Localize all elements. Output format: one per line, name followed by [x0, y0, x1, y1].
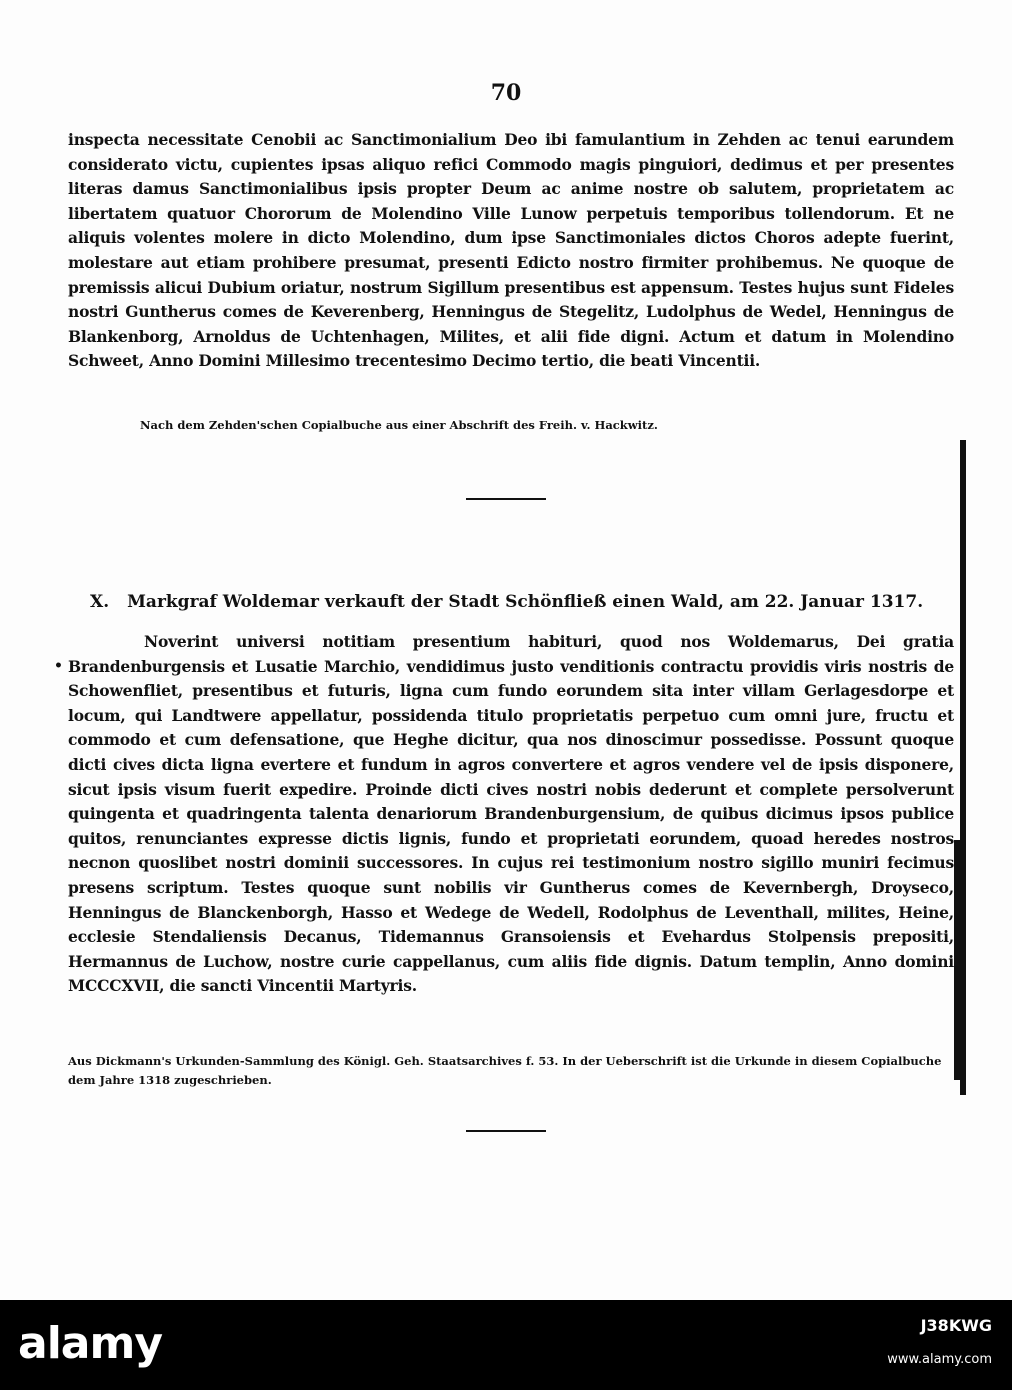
document-2-number: X. — [90, 592, 110, 612]
bottom-divider — [466, 1130, 546, 1132]
page-number: 70 — [490, 80, 522, 106]
margin-rule-thick — [954, 840, 966, 1080]
document-1-paragraph: inspecta necessitate Cenobii ac Sanctimonialium Deo ibi famulantium in Zehden ac tenui earundem considerato victu, cupientes ipsas aliquo refici Commodo magis pinguiori, dedimus et per presentes literas damus Sanctimonialibus ipsis propter Deum ac anime nostre ob salutem, proprietatem ac libertatem quatuor Chororum de Molendino Ville Lunow perpetuis temporibus tollendorum. Et ne aliquis volentes molere in dicto Molendino, dum ipse Sanctimoniales dictos Choros adepte fuerint, molestare aut etiam prohibere presumat, presenti Edicto nostro firmiter prohibemus. Ne quoque de premissis alicui Dubium oriatur, nostrum Sigillum presentibus est appensum. Testes hujus sunt Fideles nostri Guntherus comes de Keverenberg, Henningus de Stegelitz, Ludolphus de Wedel, Henningus de Blankenborg, Arnoldus de Uchtenhagen, Milites, et alii fide digni. Actum et datum in Molendino Schweet, Anno Domini Millesimo trecentesimo Decimo tertio, die beati Vincentii. — [68, 130, 954, 371]
document-2-heading — [90, 592, 950, 612]
margin-mark: • — [54, 658, 63, 674]
document-2-text — [68, 630, 954, 999]
document-1-text — [68, 128, 954, 374]
document-2-source-note: Aus Dickmann's Urkunden-Sammlung des Königl. Geh. Staatsarchives f. 53. In der Ueberschrift ist die Urkunde in diesem Copialbuche dem Jahre 1318 zugeschrieben. — [68, 1054, 942, 1087]
document-2-paragraph: Noverint universi notitiam presentium habituri, quod nos Woldemarus, Dei gratia Brandenburgensis et Lusatie Marchio, vendidimus justo venditionis contractu providis viris nostris de Schowenfliet, presentibus et futuris, ligna cum fundo eorundem sita inter villam Gerlagesdorpe et locum, qui Landtwere appellatur, possidenda titulo proprietatis perpetuo cum omni jure, fructu et commodo et cum defensatione, que Heghe dicitur, qua nos dinoscimur possedisse. Possunt quoque dicti cives dicta ligna evertere et fundum in agros convertere et agros vendere vel de ipsis disponere, sicut ipsis visum fuerit expedire. Proinde dicti cives nostri nobis dederunt et complete persolverunt quingenta et quadringenta talenta denariorum Brandenburgensium, de quibus dicimus ipsos publice quitos, renunciantes expresse dictis lignis, fundo et proprietati eorundem, quoad heredes nostros necnon quoslibet nostri dominii successores. In cujus rei testimonium nostro sigillo muniri fecimus presens scriptum. Testes quoque sunt nobilis vir Guntherus comes de Kevernbergh, Droyseco, Henningus de Blanckenborgh, Hasso et Wedege de Wedell, Rodolphus de Leventhall, milites, Heine, ecclesie Stendaliensis Decanus, Tidemannus Gransoiensis et Evehardus Stolpensis prepositi, Hermannus de Luchow, nostre curie cappellanus, cum aliis fide dignis. Datum templin, Anno domini MCCCXVII, die sancti Vincentii Martyris. — [68, 632, 954, 996]
brand-logo: alamy — [18, 1318, 162, 1369]
watermark-bar — [0, 1300, 1012, 1390]
section-divider — [466, 498, 546, 500]
document-2-title: Markgraf Woldemar verkauft der Stadt Schönfließ einen Wald, am 22. Januar 1317. — [127, 592, 924, 612]
document-1-source-note: Nach dem Zehden'schen Copialbuche aus einer Abschrift des Freih. v. Hackwitz. — [140, 418, 658, 432]
brand-url: www.alamy.com — [887, 1352, 992, 1367]
image-id: J38KWG — [920, 1316, 992, 1335]
